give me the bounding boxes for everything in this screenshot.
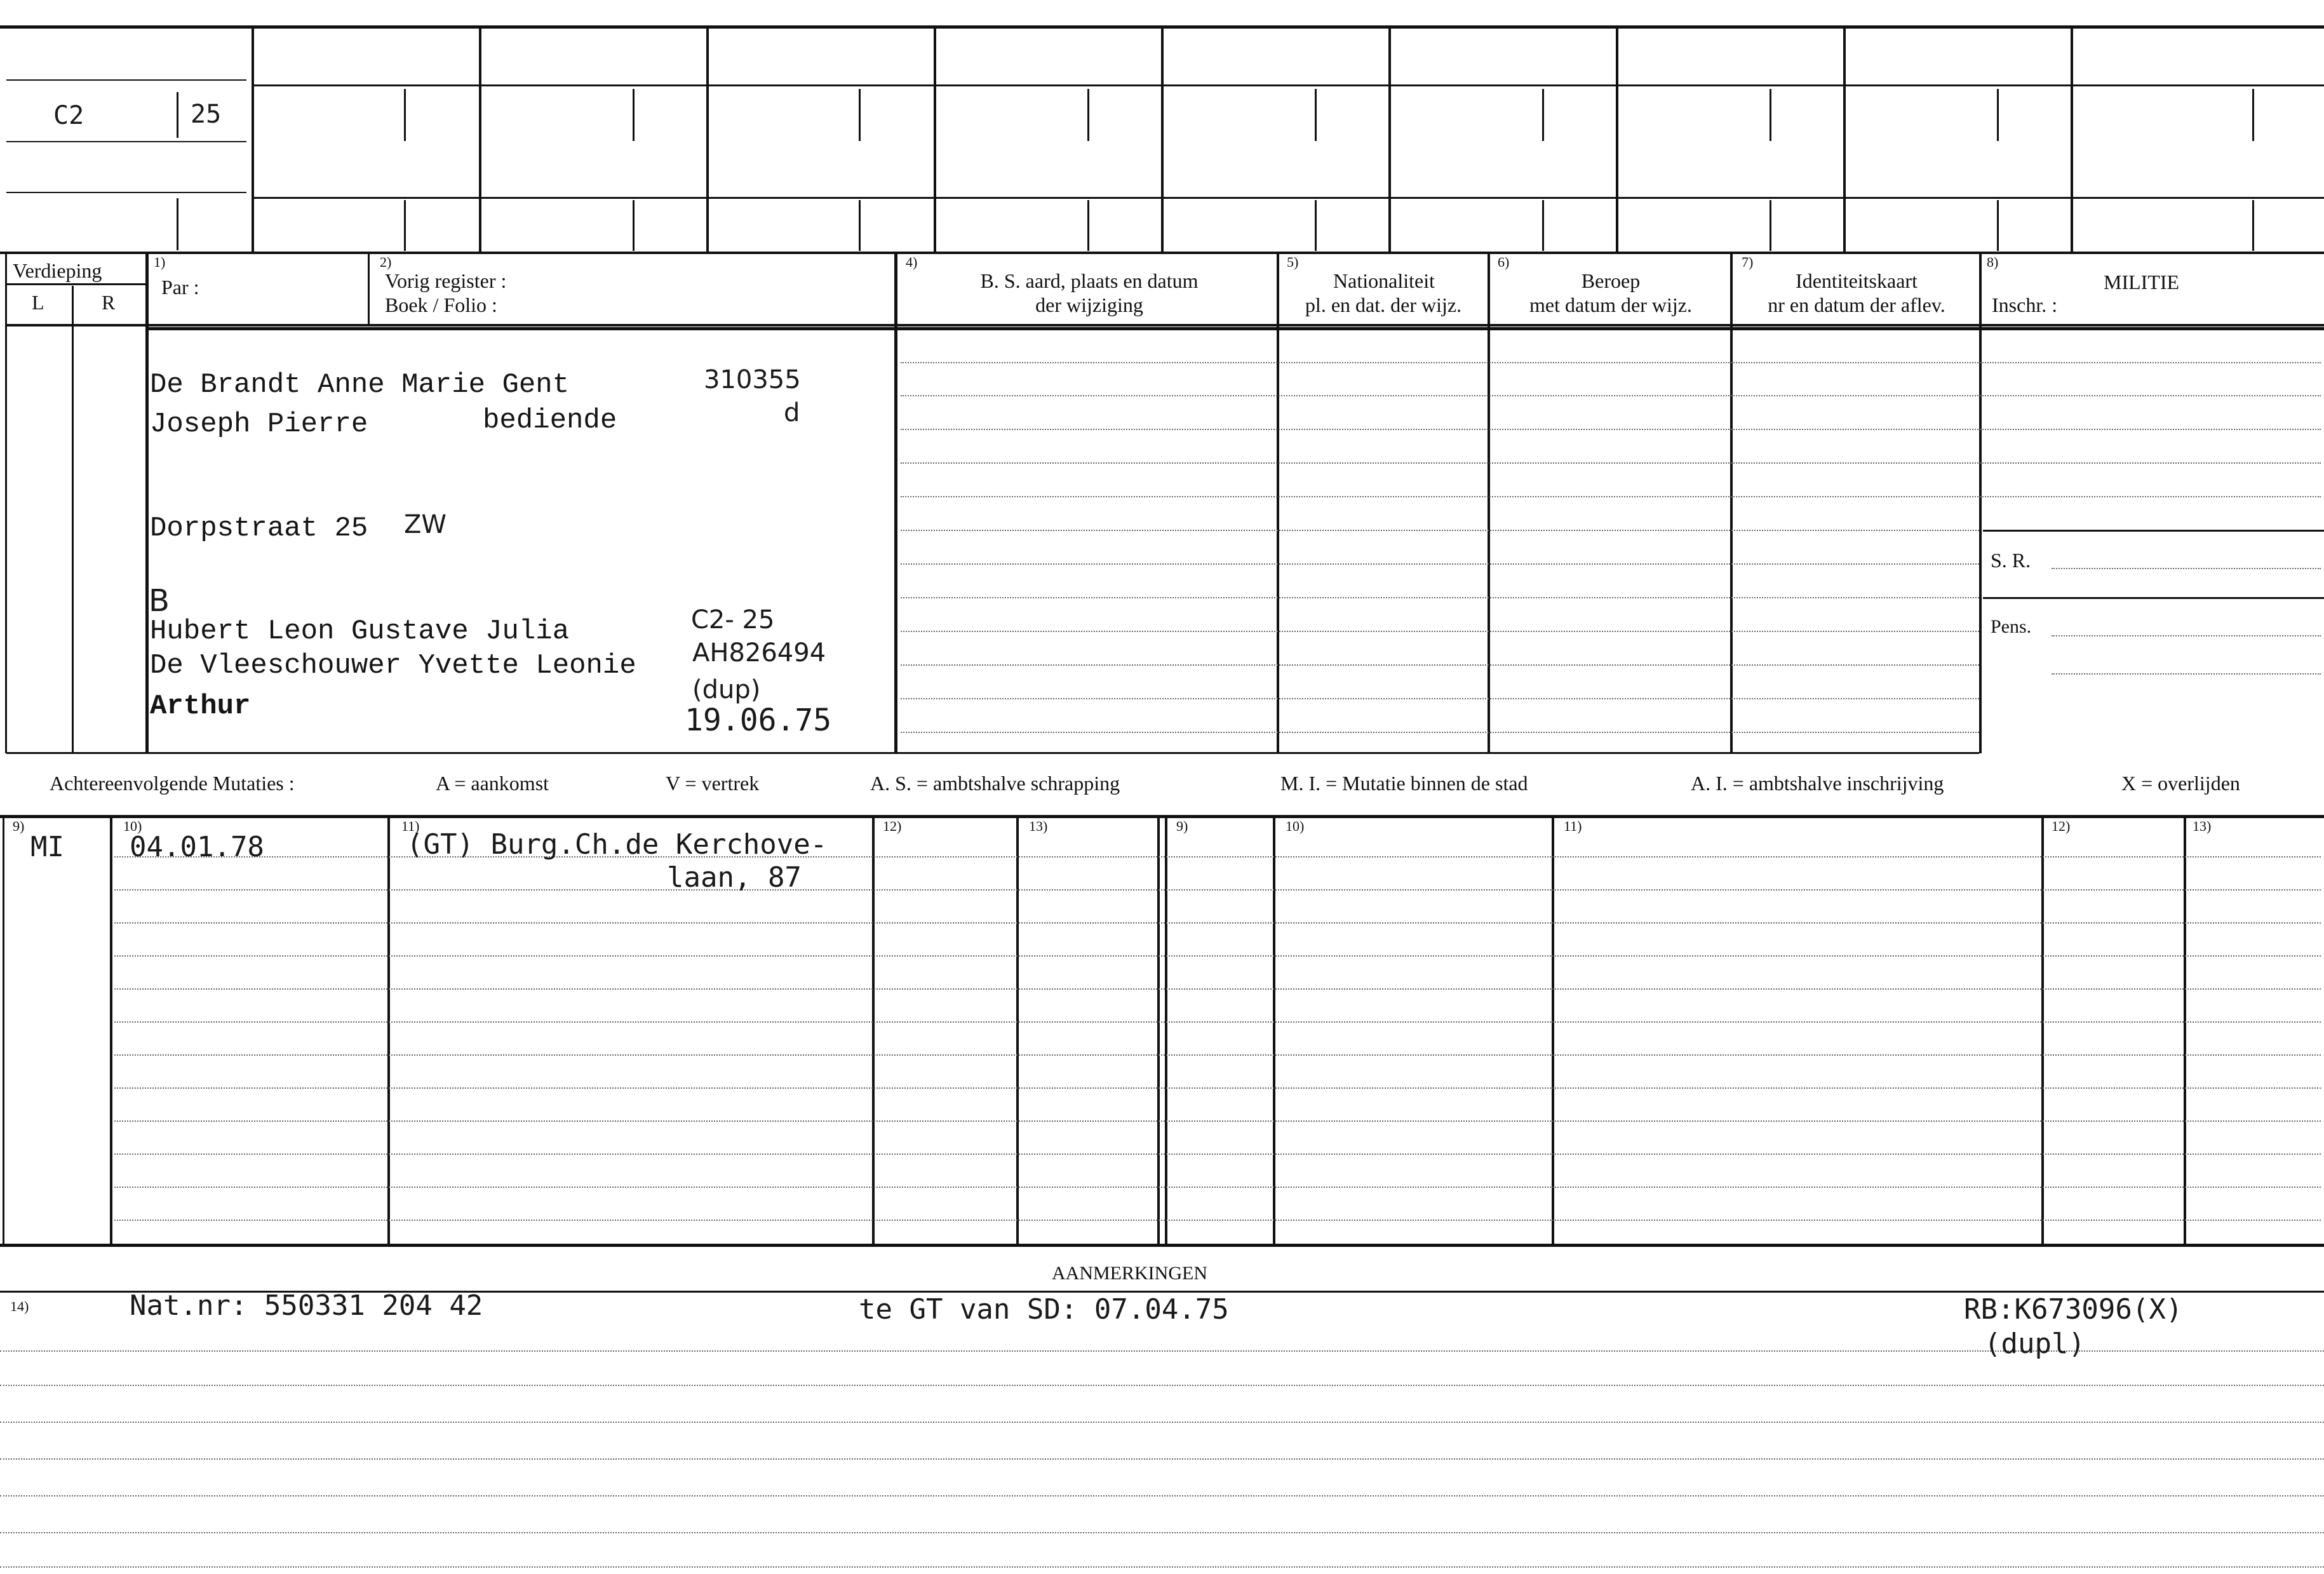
person-dup: (dup)	[692, 675, 761, 704]
mutation-col-13: 13)	[1029, 818, 1048, 834]
person-line3: Hubert Leon Gustave Julia	[150, 615, 570, 647]
aanmerkingen-dupl: (dupl)	[1984, 1328, 2085, 1360]
header-c4-label1: B. S. aard, plaats en datum	[980, 269, 1199, 292]
aanmerkingen-num: 14)	[10, 1298, 29, 1314]
person-ref: C2- 25	[691, 605, 775, 635]
header-c7-num: 7)	[1742, 254, 1754, 270]
mutation-col-9: 9)	[13, 818, 25, 834]
header-c6-label2: met datum der wijz.	[1529, 293, 1692, 316]
header-c4-num: 4)	[906, 254, 918, 270]
mutaties-ai: A. I. = ambtshalve inschrijving	[1691, 772, 1944, 795]
mutation-date: 04.01.78	[130, 831, 264, 863]
person-id2: d	[784, 398, 800, 427]
header-c5-num: 5)	[1287, 254, 1299, 270]
mutaties-x: X = overlijden	[2121, 772, 2240, 795]
header-verdieping: Verdieping	[13, 259, 102, 282]
mutation-address-2: laan, 87	[667, 861, 802, 894]
aanmerkingen-rb: RB:K673096(X)	[1964, 1293, 2183, 1326]
militie-sr: S. R.	[1991, 549, 2031, 572]
person-line1: De Brandt Anne Marie Gent	[150, 369, 570, 401]
mutation-col-12: 12)	[883, 818, 902, 834]
header-c5-label2: pl. en dat. der wijz.	[1305, 293, 1462, 316]
header-c6-label1: Beroep	[1581, 269, 1641, 292]
header-c4-label2: der wijziging	[1035, 293, 1143, 316]
top-code-2: 25	[191, 100, 222, 129]
header-c7-label2: nr en datum der aflev.	[1768, 293, 1945, 316]
header-c8-label2: Inschr. :	[1992, 293, 2058, 316]
militie-pens: Pens.	[1991, 616, 2032, 637]
person-occupation: bediende	[483, 405, 617, 436]
header-c2-num: 2)	[380, 254, 392, 270]
header-c8-num: 8)	[1987, 254, 1999, 270]
header-c5-label1: Nationaliteit	[1333, 269, 1435, 292]
person-id1: 310355	[704, 365, 801, 394]
header-c8-label1: MILITIE	[2104, 271, 2180, 293]
person-line4: De Vleeschouwer Yvette Leonie	[150, 650, 636, 682]
header-c6-num: 6)	[1498, 254, 1510, 270]
mutaties-as: A. S. = ambtshalve schrapping	[870, 772, 1120, 795]
person-zone: ZW	[404, 510, 447, 539]
mutation-col-9b: 9)	[1176, 818, 1188, 834]
mutation-col-12b: 12)	[2052, 818, 2071, 834]
aanmerkingen-title: AANMERKINGEN	[1052, 1263, 1207, 1284]
mutaties-v: V = vertrek	[666, 772, 760, 795]
mutaties-a: A = aankomst	[436, 772, 549, 795]
person-mark: B	[149, 583, 170, 619]
header-c1-num: 1)	[154, 254, 166, 270]
person-line2: Joseph Pierre	[150, 408, 368, 440]
header-r: R	[102, 291, 116, 314]
mutaties-title: Achtereenvolgende Mutaties :	[50, 772, 295, 795]
aanmerkingen-te: te GT van SD: 07.04.75	[859, 1293, 1229, 1326]
person-line5: Arthur	[150, 690, 251, 722]
mutaties-mi: M. I. = Mutatie binnen de stad	[1280, 772, 1528, 795]
header-c2-label1: Vorig register :	[385, 269, 507, 292]
person-card: AH826494	[692, 638, 826, 668]
person-address: Dorpstraat 25	[150, 513, 368, 544]
mutation-col-10b: 10)	[1286, 818, 1305, 834]
header-c7-label1: Identiteitskaart	[1796, 269, 1918, 292]
top-code-1: C2	[53, 101, 84, 130]
header-c1-label: Par :	[161, 276, 199, 299]
mutation-address-1: (GT) Burg.Ch.de Kerchove-	[406, 828, 828, 861]
mutation-col-11b: 11)	[1564, 818, 1582, 834]
header-c2-label2: Boek / Folio :	[385, 293, 497, 316]
mutation-col-11: 11)	[401, 818, 420, 834]
mutation-type: MI	[30, 831, 64, 863]
aanmerkingen-natnr: Nat.nr: 550331 204 42	[130, 1289, 483, 1322]
header-l: L	[32, 291, 44, 314]
person-date: 19.06.75	[685, 703, 832, 738]
mutation-col-13b: 13)	[2193, 818, 2212, 834]
mutation-col-10: 10)	[123, 818, 142, 834]
